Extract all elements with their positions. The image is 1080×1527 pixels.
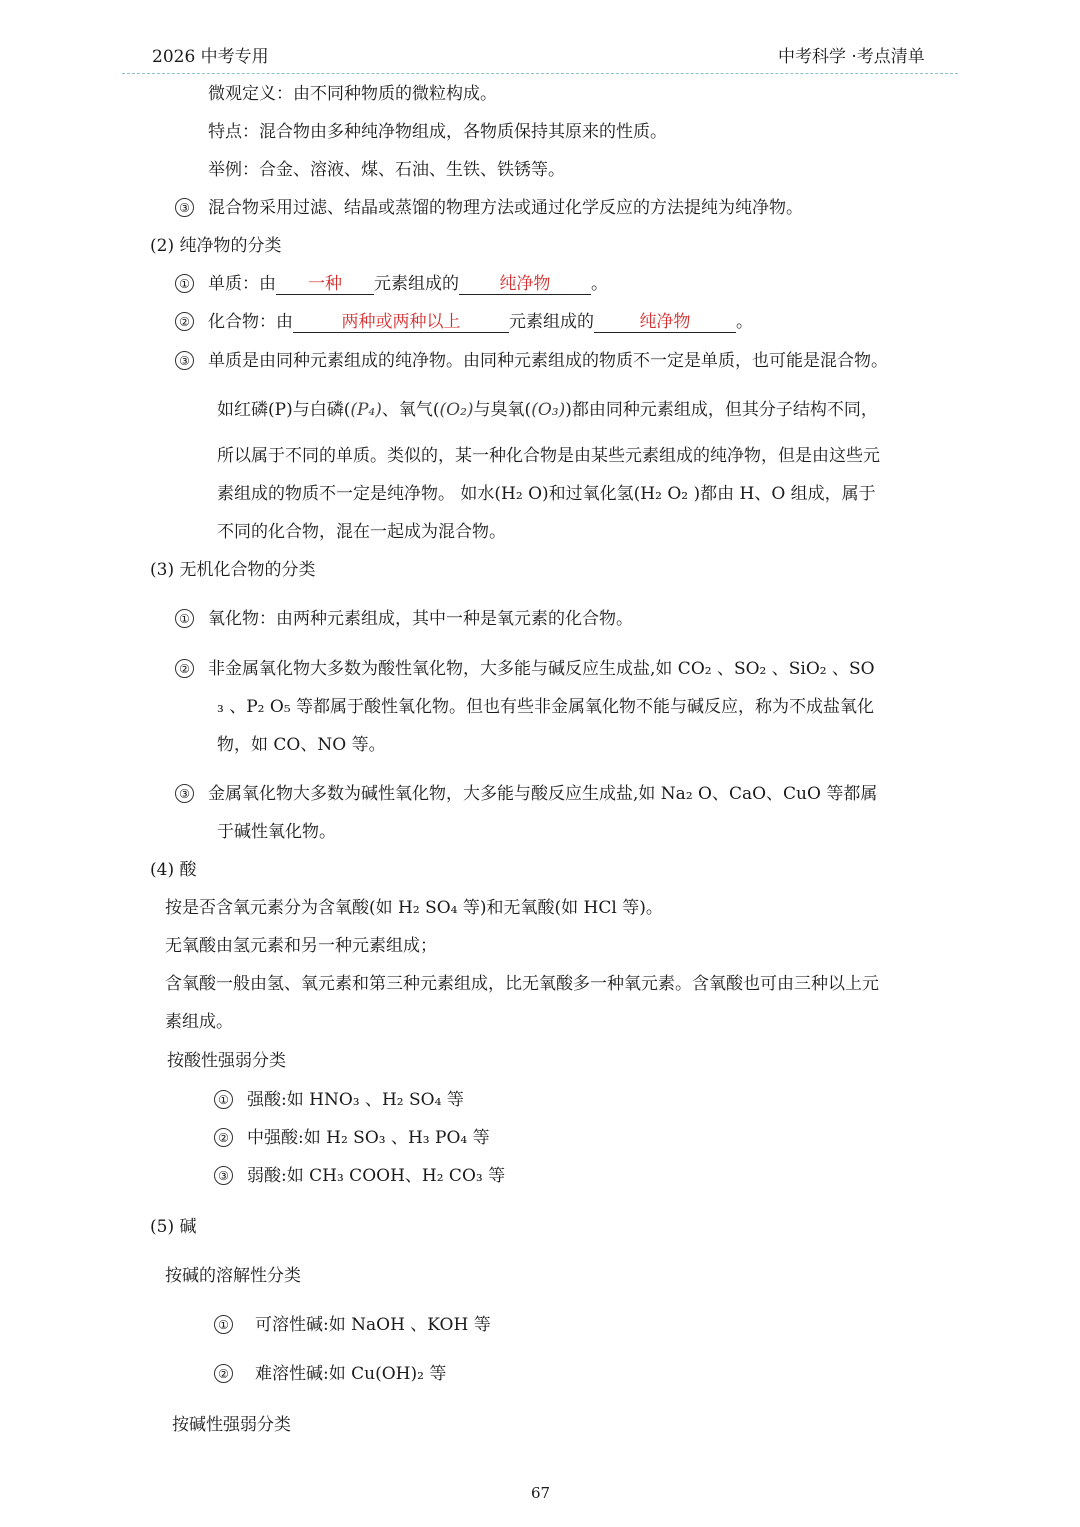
list-item — [175, 350, 888, 372]
circled-number: ③ — [214, 1166, 233, 1185]
item-text: 中强酸:如 H₂ SO₃ 、H₃ PO₄ 等 — [247, 1128, 490, 1148]
item-text: 元素组成的 — [509, 312, 594, 332]
list-item — [175, 783, 877, 805]
item-text: 。 — [591, 274, 608, 294]
item-text: 金属氧化物大多数为碱性氧化物，大多能与酸反应生成盐,如 Na₂ O、CaO、CuO 等都属 — [208, 784, 878, 804]
subheading: 按碱性强弱分类 — [172, 1415, 291, 1435]
header-right: 中考科学 ·考点清单 — [778, 47, 925, 67]
text-line: 按是否含氧元素分为含氧酸(如 H₂ SO₄ 等)和无氧酸(如 HCl 等)。 — [165, 898, 663, 918]
circled-number: ② — [214, 1128, 233, 1147]
circled-number: ① — [214, 1315, 233, 1334]
text-line: 素组成。 — [165, 1012, 233, 1032]
fill-blank-answer: 一种 — [276, 274, 374, 295]
list-item — [175, 608, 633, 630]
item-text: 弱酸:如 CH₃ COOH、H₂ CO₃ 等 — [247, 1166, 506, 1186]
fill-blank-answer: 纯净物 — [459, 274, 591, 295]
list-item — [175, 658, 875, 680]
header-divider — [122, 73, 958, 74]
header-left: 2026 中考专用 — [152, 47, 269, 67]
section-heading: (3) 无机化合物的分类 — [150, 560, 316, 580]
item-text: 强酸:如 HNO₃ 、H₂ SO₄ 等 — [247, 1090, 464, 1110]
list-item — [214, 1165, 505, 1187]
item-text: 非金属氧化物大多数为酸性氧化物，大多能与碱反应生成盐,如 CO₂ 、SO₂ 、SiO₂ 、SO — [208, 659, 875, 679]
item-text: 单质：由 — [208, 274, 276, 294]
text-line: 所以属于不同的单质。类似的，某一种化合物是由某些元素组成的纯净物，但是由这些元 — [217, 446, 880, 466]
fill-blank-answer: 纯净物 — [594, 312, 736, 333]
formula: (O₂) — [439, 400, 474, 420]
section-heading: (5) 碱 — [150, 1217, 197, 1237]
circled-number: ① — [175, 274, 194, 293]
text-line: 素组成的物质不一定是纯净物。 如水(H₂ O)和过氧化氢(H₂ O₂ )都由 H、O 组成，属于 — [217, 484, 876, 504]
circled-number: ③ — [175, 784, 194, 803]
text-run: )都由同种元素组成，但其分子结构不同， — [565, 400, 878, 420]
circled-number: ② — [175, 659, 194, 678]
item-text: 。 — [736, 312, 753, 332]
list-item — [175, 273, 608, 295]
formula: (O₃) — [531, 400, 566, 420]
item-text: 可溶性碱:如 NaOH 、KOH 等 — [255, 1315, 491, 1335]
circled-number: ② — [214, 1364, 233, 1383]
item-text: 化合物：由 — [208, 312, 293, 332]
item-text: 氧化物：由两种元素组成，其中一种是氧元素的化合物。 — [208, 609, 633, 629]
text-line: 特点：混合物由多种纯净物组成，各物质保持其原来的性质。 — [208, 122, 667, 142]
circled-number: ① — [175, 609, 194, 628]
text-line: 不同的化合物，混在一起成为混合物。 — [217, 522, 506, 542]
list-item — [214, 1314, 491, 1336]
text-line: 含氧酸一般由氢、氧元素和第三种元素组成，比无氧酸多一种氧元素。含氧酸也可由三种以上元 — [165, 974, 879, 994]
item-text: 难溶性碱:如 Cu(OH)₂ 等 — [255, 1364, 447, 1384]
text-run: 如红磷(P)与白磷( — [217, 400, 351, 420]
text-line — [217, 399, 878, 421]
text-line: 微观定义：由不同种物质的微粒构成。 — [208, 84, 497, 104]
section-heading: (2) 纯净物的分类 — [150, 236, 282, 256]
page-number: 67 — [531, 1484, 551, 1502]
text-line: 物，如 CO、NO 等。 — [217, 735, 386, 755]
item-text: 单质是由同种元素组成的纯净物。由同种元素组成的物质不一定是单质，也可能是混合物。 — [208, 351, 888, 371]
item-text: 混合物采用过滤、结晶或蒸馏的物理方法或通过化学反应的方法提纯为纯净物。 — [208, 198, 803, 218]
subheading: 按酸性强弱分类 — [167, 1051, 286, 1071]
list-item — [175, 197, 803, 219]
text-run: 、氧气( — [381, 400, 440, 420]
subheading: 按碱的溶解性分类 — [165, 1266, 301, 1286]
item-text: 元素组成的 — [374, 274, 459, 294]
list-item — [214, 1363, 446, 1385]
fill-blank-answer: 两种或两种以上 — [293, 312, 509, 333]
list-item — [214, 1127, 490, 1149]
list-item — [214, 1089, 464, 1111]
text-line: ₃ 、P₂ O₅ 等都属于酸性氧化物。但也有些非金属氧化物不能与碱反应，称为不成盐氧化 — [217, 697, 875, 717]
text-line: 举例：合金、溶液、煤、石油、生铁、铁锈等。 — [208, 160, 565, 180]
circled-number: ③ — [175, 198, 194, 217]
circled-number: ① — [214, 1090, 233, 1109]
text-run: 与臭氧( — [473, 400, 532, 420]
circled-number: ③ — [175, 351, 194, 370]
list-item — [175, 311, 753, 333]
text-line: 于碱性氧化物。 — [217, 822, 336, 842]
text-line: 无氧酸由氢元素和另一种元素组成； — [165, 936, 437, 956]
circled-number: ② — [175, 312, 194, 331]
section-heading: (4) 酸 — [150, 860, 197, 880]
formula: (P₄) — [350, 400, 382, 420]
